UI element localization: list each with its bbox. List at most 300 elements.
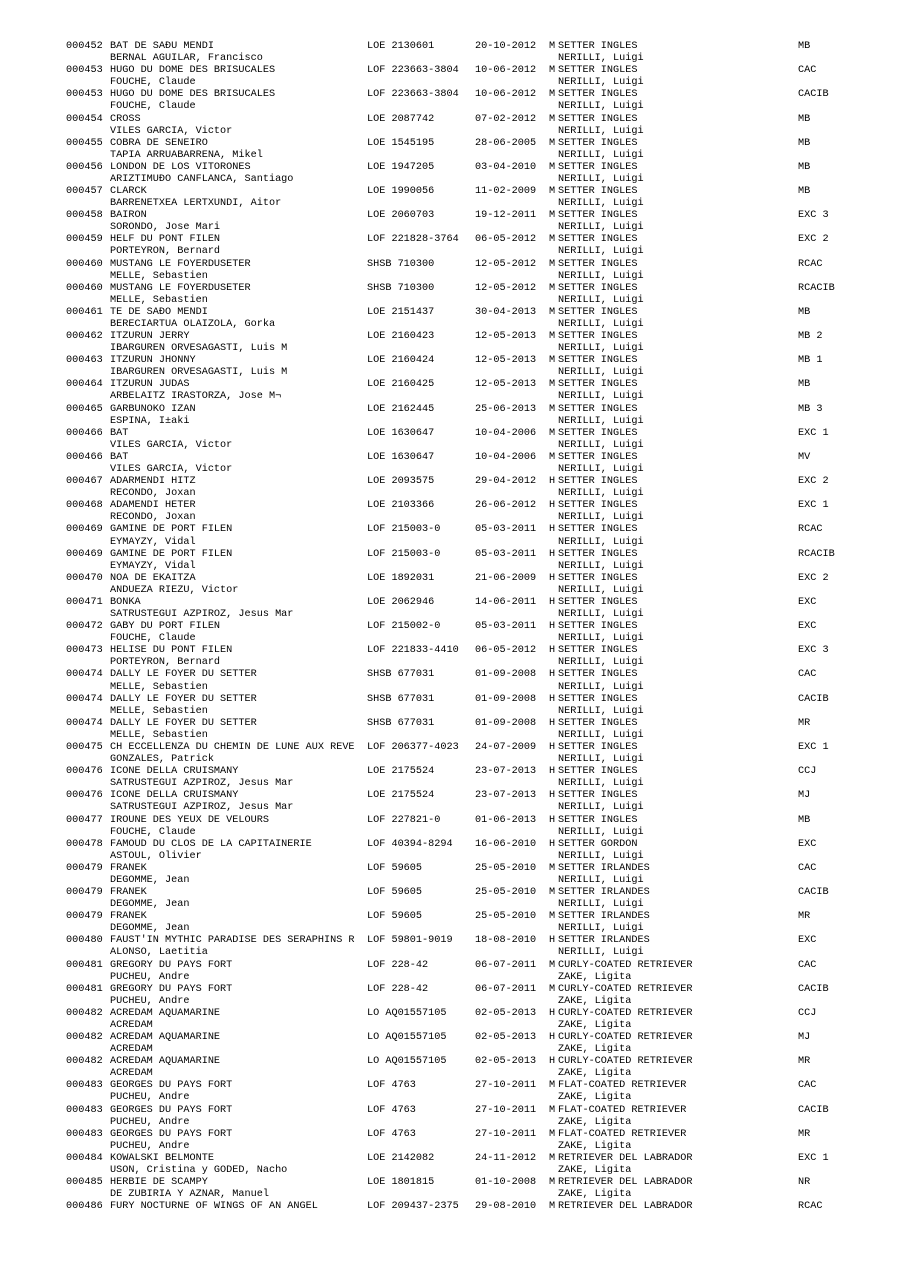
- owner-name: MELLE, Sebastien: [110, 294, 208, 306]
- breed: SETTER INGLES: [558, 790, 638, 802]
- birth-date: 12-05-2012: [475, 282, 537, 294]
- award: CAC: [798, 959, 817, 971]
- entry-row: [66, 1056, 896, 1080]
- breed: SETTER INGLES: [558, 621, 638, 633]
- entry-row: [66, 742, 896, 766]
- entry-number: 000479: [66, 887, 103, 899]
- sex: M: [549, 1080, 556, 1092]
- registration-number: LOF 40394-8294: [367, 838, 453, 850]
- owner-name: ACREDAM: [110, 1068, 153, 1080]
- judge-name: NERILLI, Luigi: [558, 826, 644, 838]
- birth-date: 02-05-2013: [475, 1007, 537, 1019]
- judge-name: NERILLI, Luigi: [558, 125, 644, 137]
- dog-name: HUGO DU DOME DES BRISUCALES: [110, 89, 276, 101]
- birth-date: 23-07-2013: [475, 766, 537, 778]
- registration-number: LOF 221828-3764: [367, 234, 459, 246]
- award: EXC 3: [798, 645, 829, 657]
- birth-date: 05-03-2011: [475, 548, 537, 560]
- judge-name: ZAKE, Ligita: [558, 1164, 632, 1176]
- registration-number: LOF 215002-0: [367, 621, 441, 633]
- judge-name: NERILLI, Luigi: [558, 149, 644, 161]
- award: NR: [798, 1177, 811, 1189]
- registration-number: LOE 1545195: [367, 137, 435, 149]
- award: EXC: [798, 596, 817, 608]
- entry-row: [66, 452, 896, 476]
- judge-name: NERILLI, Luigi: [558, 246, 644, 258]
- breed: CURLY-COATED RETRIEVER: [558, 1007, 693, 1019]
- entry-row: [66, 790, 896, 814]
- judge-name: NERILLI, Luigi: [558, 343, 644, 355]
- entry-row: [66, 162, 896, 186]
- owner-name: EYMAYZY, Vidal: [110, 536, 196, 548]
- award: CCJ: [798, 766, 817, 778]
- dog-name: FRANEK: [110, 862, 147, 874]
- entry-row: [66, 210, 896, 234]
- registration-number: LOF 215003-0: [367, 524, 441, 536]
- birth-date: 01-06-2013: [475, 814, 537, 826]
- award: MJ: [798, 790, 811, 802]
- entry-row: [66, 984, 896, 1008]
- sex: M: [549, 186, 556, 198]
- entry-row: [66, 89, 896, 113]
- dog-name: GARBUNOKO IZAN: [110, 403, 196, 415]
- judge-name: NERILLI, Luigi: [558, 923, 644, 935]
- sex: M: [549, 403, 556, 415]
- owner-name: BERECIARTUA OLAIZOLA, Gorka: [110, 318, 276, 330]
- birth-date: 05-03-2011: [475, 524, 537, 536]
- sex: H: [549, 935, 556, 947]
- sex: H: [549, 476, 556, 488]
- entry-number: 000480: [66, 935, 103, 947]
- breed: SETTER IRLANDES: [558, 862, 650, 874]
- entry-row: [66, 573, 896, 597]
- birth-date: 05-03-2011: [475, 621, 537, 633]
- birth-date: 27-10-2011: [475, 1104, 537, 1116]
- birth-date: 06-05-2012: [475, 234, 537, 246]
- entry-row: [66, 65, 896, 89]
- registration-number: SHSB 677031: [367, 717, 435, 729]
- breed: SETTER INGLES: [558, 137, 638, 149]
- award: CAC: [798, 65, 817, 77]
- dog-name: DALLY LE FOYER DU SETTER: [110, 717, 257, 729]
- breed: SETTER INGLES: [558, 572, 638, 584]
- sex: H: [549, 500, 556, 512]
- registration-number: LOE 2160425: [367, 379, 435, 391]
- owner-name: BARRENETXEA LERTXUNDI, Aitor: [110, 198, 282, 210]
- sex: H: [549, 790, 556, 802]
- owner-name: RECONDO, Joxan: [110, 512, 196, 524]
- award: CACIB: [798, 89, 829, 101]
- award: MB 3: [798, 403, 823, 415]
- owner-name: DE ZUBIRIA Y AZNAR, Manuel: [110, 1189, 269, 1201]
- owner-name: SORONDO, Jose Mari: [110, 222, 221, 234]
- award: RCAC: [798, 524, 823, 536]
- entry-number: 000461: [66, 306, 103, 318]
- breed: SETTER INGLES: [558, 210, 638, 222]
- breed: SETTER IRLANDES: [558, 887, 650, 899]
- sex: M: [549, 959, 556, 971]
- dog-name: GAMINE DE PORT FILEN: [110, 548, 233, 560]
- birth-date: 28-06-2005: [475, 137, 537, 149]
- judge-name: NERILLI, Luigi: [558, 705, 644, 717]
- sex: M: [549, 137, 556, 149]
- entry-row: [66, 1177, 896, 1201]
- award: EXC 2: [798, 572, 829, 584]
- entry-row: [66, 355, 896, 379]
- award: RCACIB: [798, 548, 835, 560]
- registration-number: LOF 227821-0: [367, 814, 441, 826]
- judge-name: NERILLI, Luigi: [558, 681, 644, 693]
- sex: H: [549, 741, 556, 753]
- judge-name: NERILLI, Luigi: [558, 899, 644, 911]
- registration-number: SHSB 710300: [367, 258, 435, 270]
- birth-date: 07-02-2012: [475, 113, 537, 125]
- sex: H: [549, 596, 556, 608]
- owner-name: IBARGUREN ORVESAGASTI, Luis M: [110, 343, 288, 355]
- dog-name: DALLY LE FOYER DU SETTER: [110, 669, 257, 681]
- entry-number: 000477: [66, 814, 103, 826]
- sex: H: [549, 717, 556, 729]
- birth-date: 24-07-2009: [475, 741, 537, 753]
- breed: SETTER INGLES: [558, 161, 638, 173]
- registration-number: LOE 2062946: [367, 596, 435, 608]
- entry-number: 000482: [66, 1056, 103, 1068]
- entry-number: 000462: [66, 331, 103, 343]
- entry-number: 000469: [66, 524, 103, 536]
- sex: H: [549, 645, 556, 657]
- judge-name: NERILLI, Luigi: [558, 318, 644, 330]
- sex: M: [549, 1128, 556, 1140]
- award: MB: [798, 113, 811, 125]
- entry-row: [66, 1080, 896, 1104]
- award: MB 2: [798, 331, 823, 343]
- dog-name: ITZURUN JERRY: [110, 331, 190, 343]
- registration-number: LO AQ01557105: [367, 1032, 447, 1044]
- dog-name: MUSTANG LE FOYERDUSETER: [110, 258, 251, 270]
- entry-number: 000482: [66, 1032, 103, 1044]
- entry-row: [66, 887, 896, 911]
- sex: M: [549, 210, 556, 222]
- sex: M: [549, 862, 556, 874]
- sex: M: [549, 41, 556, 52]
- registration-number: LOF 206377-4023: [367, 741, 459, 753]
- owner-name: PORTEYRON, Bernard: [110, 657, 221, 669]
- registration-number: LOF 228-42: [367, 983, 429, 995]
- entry-row: [66, 428, 896, 452]
- registration-number: LOF 4763: [367, 1080, 416, 1092]
- birth-date: 30-04-2013: [475, 306, 537, 318]
- owner-name: USON, Cristina y GODED, Nacho: [110, 1164, 288, 1176]
- sex: M: [549, 282, 556, 294]
- breed: CURLY-COATED RETRIEVER: [558, 1056, 693, 1068]
- entry-row: [66, 863, 896, 887]
- entry-row: [66, 307, 896, 331]
- entry-number: 000474: [66, 693, 103, 705]
- dog-name: GEORGES DU PAYS FORT: [110, 1128, 233, 1140]
- award: RCAC: [798, 258, 823, 270]
- entry-number: 000474: [66, 669, 103, 681]
- birth-date: 10-06-2012: [475, 65, 537, 77]
- breed: CURLY-COATED RETRIEVER: [558, 959, 693, 971]
- birth-date: 12-05-2013: [475, 331, 537, 343]
- owner-name: FOUCHE, Claude: [110, 101, 196, 113]
- breed: CURLY-COATED RETRIEVER: [558, 1032, 693, 1044]
- breed: SETTER INGLES: [558, 693, 638, 705]
- sex: M: [549, 1152, 556, 1164]
- award: MJ: [798, 1032, 811, 1044]
- breed: SETTER INGLES: [558, 41, 638, 52]
- breed: RETRIEVER DEL LABRADOR: [558, 1177, 693, 1189]
- breed: RETRIEVER DEL LABRADOR: [558, 1201, 693, 1213]
- entry-row: [66, 718, 896, 742]
- entry-row: [66, 621, 896, 645]
- registration-number: LOE 2151437: [367, 306, 435, 318]
- owner-name: VILES GARCIA, Victor: [110, 439, 233, 451]
- judge-name: NERILLI, Luigi: [558, 560, 644, 572]
- breed: FLAT-COATED RETRIEVER: [558, 1104, 687, 1116]
- sex: H: [549, 766, 556, 778]
- entry-number: 000486: [66, 1201, 103, 1213]
- results-listing: [66, 41, 896, 1225]
- birth-date: 23-07-2013: [475, 790, 537, 802]
- award: MB: [798, 306, 811, 318]
- entry-number: 000457: [66, 186, 103, 198]
- entry-number: 000474: [66, 717, 103, 729]
- registration-number: LOF 221833-4410: [367, 645, 459, 657]
- birth-date: 12-05-2013: [475, 355, 537, 367]
- entry-row: [66, 766, 896, 790]
- judge-name: ZAKE, Ligita: [558, 1044, 632, 1056]
- entry-row: [66, 815, 896, 839]
- sex: M: [549, 1177, 556, 1189]
- dog-name: ACREDAM AQUAMARINE: [110, 1007, 221, 1019]
- entry-row: [66, 234, 896, 258]
- dog-name: IROUNE DES YEUX DE VELOURS: [110, 814, 269, 826]
- owner-name: ALONSO, Laetitia: [110, 947, 208, 959]
- entry-row: [66, 549, 896, 573]
- breed: SETTER INGLES: [558, 331, 638, 343]
- breed: SETTER INGLES: [558, 548, 638, 560]
- owner-name: PUCHEU, Andre: [110, 1092, 190, 1104]
- owner-name: PUCHEU, Andre: [110, 1116, 190, 1128]
- breed: SETTER INGLES: [558, 186, 638, 198]
- award: CCJ: [798, 1007, 817, 1019]
- dog-name: FAUST'IN MYTHIC PARADISE DES SERAPHINS R: [110, 935, 355, 947]
- entry-number: 000460: [66, 258, 103, 270]
- birth-date: 16-06-2010: [475, 838, 537, 850]
- entry-number: 000484: [66, 1152, 103, 1164]
- award: MB: [798, 137, 811, 149]
- birth-date: 25-05-2010: [475, 911, 537, 923]
- entry-row: [66, 1008, 896, 1032]
- entry-number: 000467: [66, 476, 103, 488]
- birth-date: 01-09-2008: [475, 669, 537, 681]
- breed: SETTER INGLES: [558, 403, 638, 415]
- dog-name: KOWALSKI BELMONTE: [110, 1152, 214, 1164]
- registration-number: LO AQ01557105: [367, 1056, 447, 1068]
- birth-date: 25-06-2013: [475, 403, 537, 415]
- judge-name: NERILLI, Luigi: [558, 415, 644, 427]
- registration-number: LOF 59605: [367, 887, 423, 899]
- birth-date: 02-05-2013: [475, 1032, 537, 1044]
- dog-name: LONDON DE LOS VITORONES: [110, 161, 251, 173]
- entry-row: [66, 331, 896, 355]
- entry-number: 000478: [66, 838, 103, 850]
- dog-name: FAMOUD DU CLOS DE LA CAPITAINERIE: [110, 838, 312, 850]
- entry-row: [66, 41, 896, 65]
- sex: M: [549, 1104, 556, 1116]
- birth-date: 06-07-2011: [475, 983, 537, 995]
- owner-name: DEGOMME, Jean: [110, 899, 190, 911]
- entry-number: 000460: [66, 282, 103, 294]
- entry-row: [66, 694, 896, 718]
- registration-number: LOE 2130601: [367, 41, 435, 52]
- registration-number: LOE 2175524: [367, 766, 435, 778]
- birth-date: 21-06-2009: [475, 572, 537, 584]
- entry-number: 000453: [66, 89, 103, 101]
- award: CACIB: [798, 983, 829, 995]
- entry-row: [66, 1032, 896, 1056]
- award: MR: [798, 911, 811, 923]
- dog-name: CLARCK: [110, 186, 147, 198]
- owner-name: ANDUEZA RIEZU, Victor: [110, 584, 239, 596]
- birth-date: 01-09-2008: [475, 717, 537, 729]
- award: RCACIB: [798, 282, 835, 294]
- judge-name: NERILLI, Luigi: [558, 536, 644, 548]
- owner-name: ARIZTIMUÐO CANFLANCA, Santiago: [110, 173, 294, 185]
- dog-name: GREGORY DU PAYS FORT: [110, 983, 233, 995]
- award: MV: [798, 451, 811, 463]
- judge-name: NERILLI, Luigi: [558, 609, 644, 621]
- breed: SETTER INGLES: [558, 306, 638, 318]
- owner-name: ARBELAITZ IRASTORZA, Jose M¬: [110, 391, 282, 403]
- sex: M: [549, 427, 556, 439]
- registration-number: LOF 223663-3804: [367, 89, 459, 101]
- judge-name: NERILLI, Luigi: [558, 101, 644, 113]
- owner-name: GONZALES, Patrick: [110, 754, 214, 766]
- entry-row: [66, 1129, 896, 1153]
- sex: M: [549, 89, 556, 101]
- award: EXC 2: [798, 234, 829, 246]
- entry-row: [66, 911, 896, 935]
- registration-number: SHSB 677031: [367, 693, 435, 705]
- owner-name: DEGOMME, Jean: [110, 923, 190, 935]
- entry-number: 000482: [66, 1007, 103, 1019]
- registration-number: LOF 215003-0: [367, 548, 441, 560]
- registration-number: LO AQ01557105: [367, 1007, 447, 1019]
- entry-row: [66, 1201, 896, 1225]
- sex: H: [549, 814, 556, 826]
- breed: SETTER INGLES: [558, 645, 638, 657]
- sex: M: [549, 65, 556, 77]
- judge-name: NERILLI, Luigi: [558, 270, 644, 282]
- entry-number: 000455: [66, 137, 103, 149]
- judge-name: ZAKE, Ligita: [558, 1068, 632, 1080]
- award: MB: [798, 186, 811, 198]
- birth-date: 06-05-2012: [475, 645, 537, 657]
- sex: M: [549, 451, 556, 463]
- dog-name: COBRA DE SENEIRO: [110, 137, 208, 149]
- entry-number: 000454: [66, 113, 103, 125]
- birth-date: 06-07-2011: [475, 959, 537, 971]
- registration-number: LOE 2142082: [367, 1152, 435, 1164]
- sex: H: [549, 693, 556, 705]
- entry-number: 000468: [66, 500, 103, 512]
- owner-name: FOUCHE, Claude: [110, 826, 196, 838]
- judge-name: ZAKE, Ligita: [558, 995, 632, 1007]
- award: MB: [798, 41, 811, 52]
- dog-name: BAT: [110, 427, 129, 439]
- entry-row: [66, 379, 896, 403]
- dog-name: GABY DU PORT FILEN: [110, 621, 221, 633]
- owner-name: IBARGUREN ORVESAGASTI, Luis M: [110, 367, 288, 379]
- dog-name: GEORGES DU PAYS FORT: [110, 1104, 233, 1116]
- owner-name: ACREDAM: [110, 1044, 153, 1056]
- entry-row: [66, 1153, 896, 1177]
- judge-name: NERILLI, Luigi: [558, 77, 644, 89]
- entry-row: [66, 960, 896, 984]
- birth-date: 03-04-2010: [475, 161, 537, 173]
- birth-date: 29-04-2012: [475, 476, 537, 488]
- entry-row: [66, 138, 896, 162]
- entry-row: [66, 404, 896, 428]
- breed: SETTER INGLES: [558, 741, 638, 753]
- owner-name: PUCHEU, Andre: [110, 1140, 190, 1152]
- entry-number: 000470: [66, 572, 103, 584]
- entry-row: [66, 669, 896, 693]
- entry-row: [66, 476, 896, 500]
- judge-name: NERILLI, Luigi: [558, 754, 644, 766]
- sex: M: [549, 113, 556, 125]
- sex: H: [549, 669, 556, 681]
- dog-name: ACREDAM AQUAMARINE: [110, 1032, 221, 1044]
- breed: CURLY-COATED RETRIEVER: [558, 983, 693, 995]
- owner-name: BERNAL AGUILAR, Francisco: [110, 53, 263, 65]
- sex: M: [549, 331, 556, 343]
- award: MB: [798, 379, 811, 391]
- dog-name: GAMINE DE PORT FILEN: [110, 524, 233, 536]
- birth-date: 19-12-2011: [475, 210, 537, 222]
- entry-number: 000473: [66, 645, 103, 657]
- birth-date: 14-06-2011: [475, 596, 537, 608]
- award: EXC 1: [798, 500, 829, 512]
- sex: M: [549, 258, 556, 270]
- judge-name: NERILLI, Luigi: [558, 222, 644, 234]
- birth-date: 02-05-2013: [475, 1056, 537, 1068]
- birth-date: 25-05-2010: [475, 887, 537, 899]
- award: EXC 1: [798, 1152, 829, 1164]
- birth-date: 01-09-2008: [475, 693, 537, 705]
- dog-name: CROSS: [110, 113, 141, 125]
- dog-name: FURY NOCTURNE OF WINGS OF AN ANGEL: [110, 1201, 318, 1213]
- judge-name: NERILLI, Luigi: [558, 464, 644, 475]
- sex: H: [549, 572, 556, 584]
- owner-name: MELLE, Sebastien: [110, 705, 208, 717]
- birth-date: 10-04-2006: [475, 451, 537, 463]
- birth-date: 20-10-2012: [475, 41, 537, 52]
- sex: M: [549, 1201, 556, 1213]
- owner-name: FOUCHE, Claude: [110, 77, 196, 89]
- dog-name: BAIRON: [110, 210, 147, 222]
- entry-number: 000459: [66, 234, 103, 246]
- registration-number: LOF 4763: [367, 1104, 416, 1116]
- judge-name: ZAKE, Ligita: [558, 1116, 632, 1128]
- sex: H: [549, 838, 556, 850]
- registration-number: LOF 209437-2375: [367, 1201, 459, 1213]
- dog-name: ACREDAM AQUAMARINE: [110, 1056, 221, 1068]
- breed: SETTER INGLES: [558, 669, 638, 681]
- entry-number: 000464: [66, 379, 103, 391]
